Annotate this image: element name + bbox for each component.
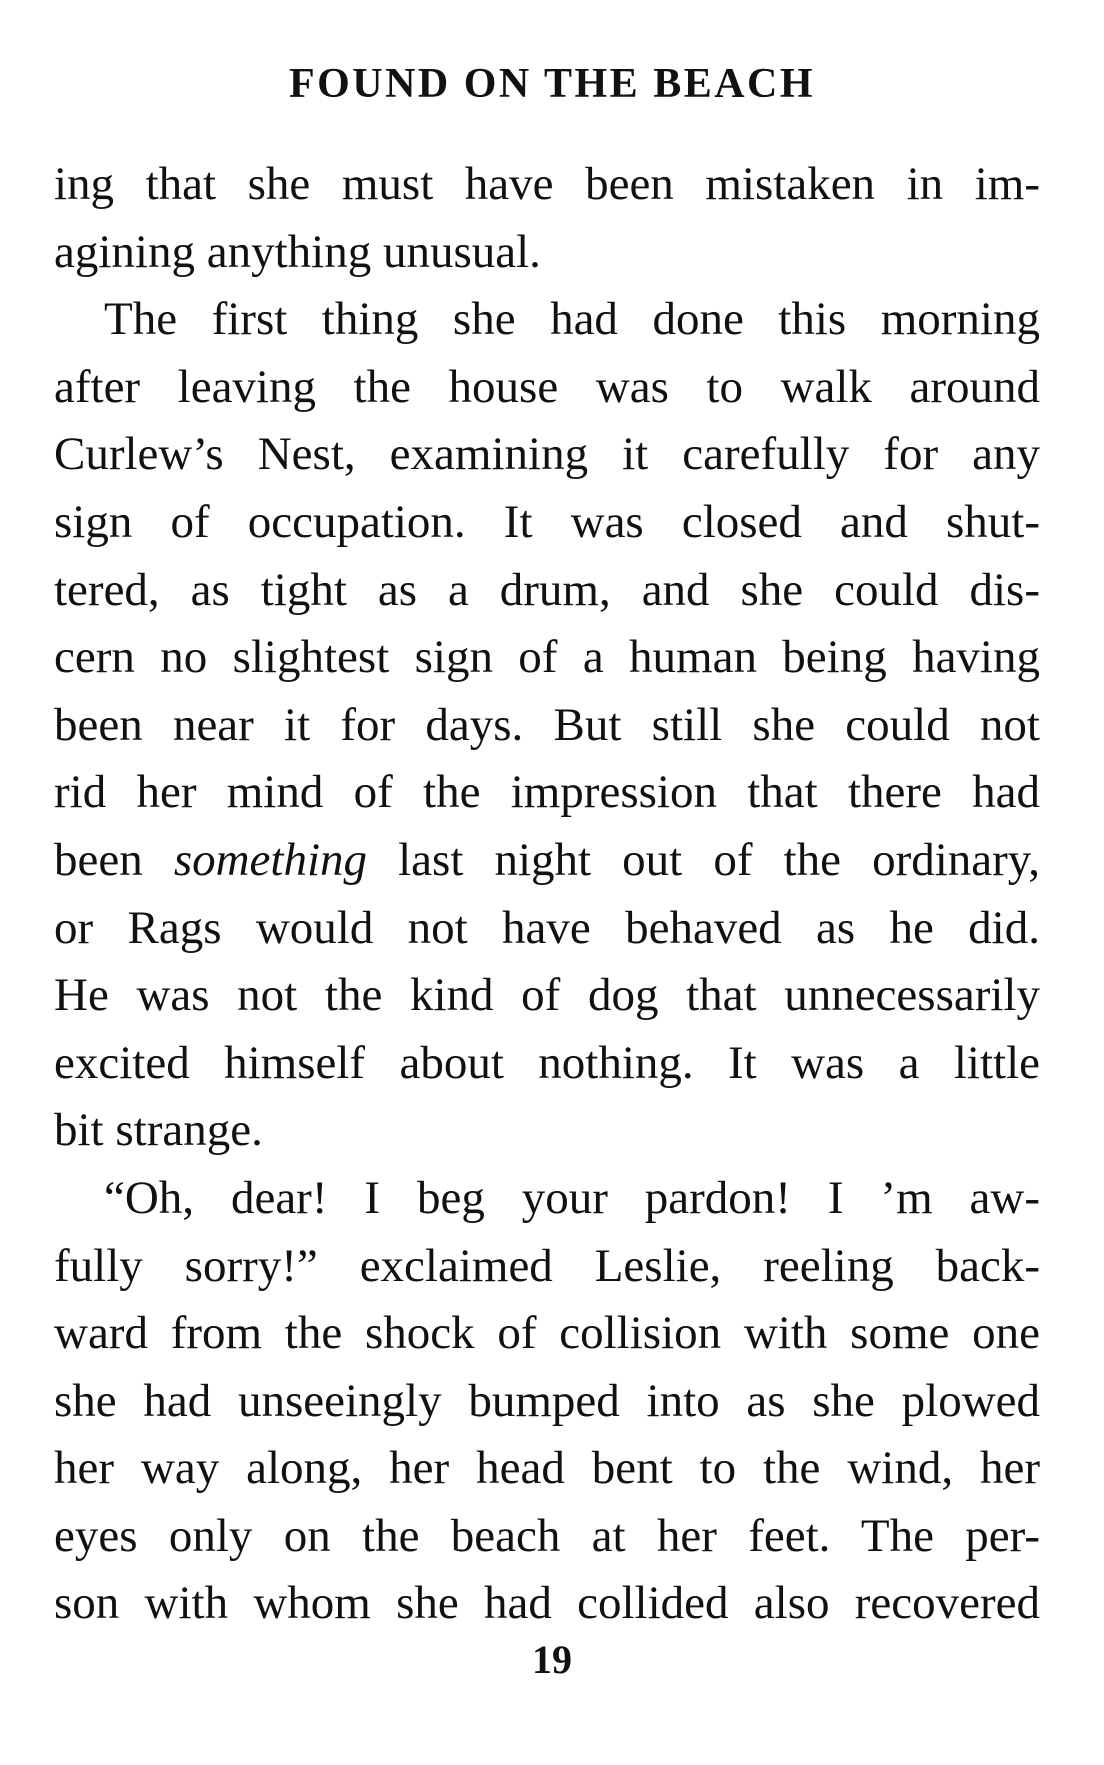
text-line: rid her mind of the impression that there had — [54, 766, 1040, 819]
text-line: been near it for days. But still she could not — [54, 698, 1040, 751]
text-line: she had unseeingly bumped into as she plowed — [54, 1374, 1040, 1427]
body-text — [54, 151, 1040, 1638]
text-line: tered, as tight as a drum, and she could dis- — [54, 563, 1040, 616]
running-head: FOUND ON THE BEACH — [288, 61, 816, 107]
text-line: after leaving the house was to walk around — [54, 360, 1040, 413]
text-line: bit strange. — [54, 1104, 263, 1157]
text-line: cern no slightest sign of a human being having — [54, 631, 1040, 684]
text-line: or Rags would not have behaved as he did. — [54, 901, 1040, 954]
text-line: agining anything unusual. — [54, 225, 541, 278]
text-line: ing that she must have been mistaken in im- — [54, 158, 1040, 210]
paragraph — [54, 151, 1040, 286]
text-line: eyes only on the beach at her feet. The per- — [54, 1509, 1040, 1562]
text-line: son with whom she had collided also recovered — [54, 1577, 1040, 1630]
text-line: sign of occupation. It was closed and shut- — [54, 495, 1040, 548]
text-line: Curlew’s Nest, examining it carefully for any — [54, 428, 1040, 481]
text-line: “Oh, dear! I beg your pardon! I ’m aw- — [104, 1171, 1040, 1224]
text-line: excited himself about nothing. It was a little — [54, 1036, 1040, 1089]
text-line — [54, 827, 1040, 895]
text-line: He was not the kind of dog that unnecessarily — [54, 969, 1040, 1022]
text-run: last night out of the ordinary, — [367, 833, 1040, 886]
text-run: been — [54, 833, 174, 886]
text-line: fully sorry!” exclaimed Leslie, reeling back- — [54, 1239, 1040, 1292]
emphasis-run: something — [173, 833, 368, 886]
text-line: The first thing she had done this morning — [104, 293, 1040, 346]
text-line: ward from the shock of collision with some one — [54, 1307, 1040, 1360]
paragraph — [54, 286, 1040, 1165]
text-line: her way along, her head bent to the wind, her — [54, 1442, 1040, 1495]
page-number: 19 — [532, 1637, 572, 1682]
paragraph — [54, 1165, 1040, 1638]
